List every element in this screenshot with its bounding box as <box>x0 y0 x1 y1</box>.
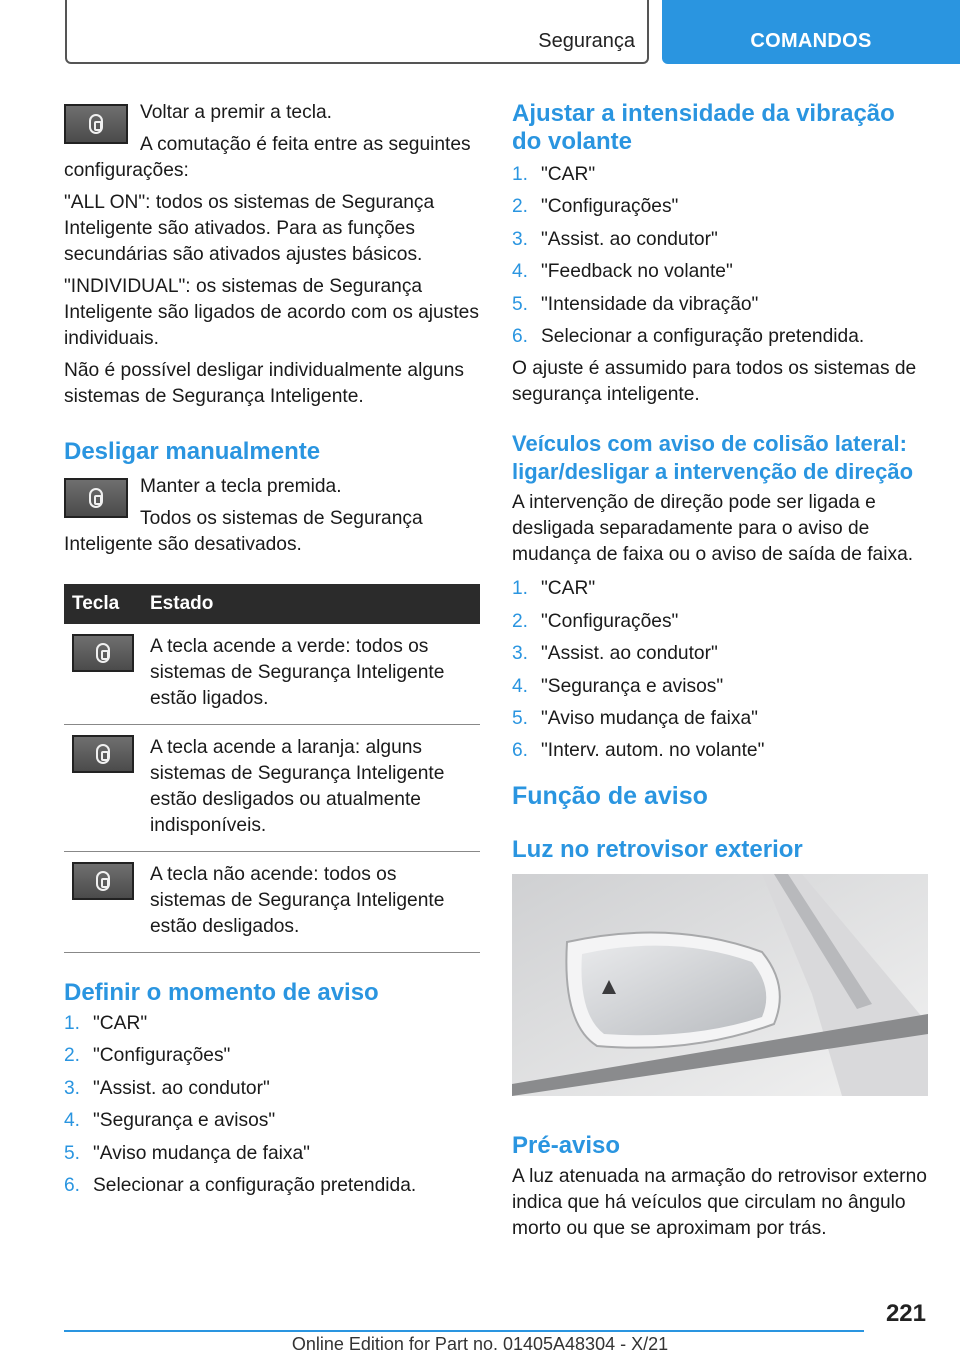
vibration-note: O ajuste é assumido para todos os sistemas de segurança inteligente. <box>512 358 917 406</box>
button-orange-icon <box>72 735 134 773</box>
button-state-table <box>64 584 480 953</box>
button-off-icon <box>72 862 134 900</box>
steps-vibration <box>512 162 928 350</box>
list-item: 3. "Assist. ao condutor" <box>512 228 718 250</box>
list-item: 6. "Interv. autom. no volante" <box>512 740 765 762</box>
intelligent-safety-button-icon <box>64 104 128 144</box>
list-item: 6. Selecionar a configuração pretendida. <box>512 325 865 347</box>
table-row <box>64 624 480 725</box>
heading-side-collision: Veículos com aviso de colisão lateral: ligar/desligar a intervenção de direção <box>512 431 914 485</box>
steps-side-collision <box>512 576 928 764</box>
heading-mirror-light: Luz no retrovisor exterior <box>512 836 803 864</box>
intelligent-safety-button-icon <box>64 478 128 518</box>
right-column <box>512 100 928 1248</box>
para-not-possible: Não é possível desligar individualmente alguns sistemas de Segurança Inteligente. <box>64 360 464 407</box>
list-item: 6. Selecionar a configuração pretendida. <box>64 1174 417 1196</box>
mirror-illustration <box>512 874 928 1096</box>
list-item: 1. "CAR" <box>64 1013 148 1034</box>
list-item: 4. "Segurança e avisos" <box>512 675 724 697</box>
table-header-key: Tecla <box>64 584 142 624</box>
side-collision-para: A intervenção de direção pode ser ligada e desligada separadamente para o aviso de mudança de faixa ou o aviso de saída de faixa. <box>512 492 914 566</box>
heading-vibration: Ajustar a intensidade da vibração do volante <box>512 100 895 155</box>
header-section-title: Segurança <box>538 30 635 52</box>
footer-edition-text: Online Edition for Part no. 01405A48304 - X/21 <box>291 1334 669 1354</box>
list-item: 5. "Aviso mudança de faixa" <box>512 707 758 729</box>
footer-edition <box>0 1334 960 1355</box>
pre-warning-para: A luz atenuada na armação do retrovisor externo indica que há veículos que circulam no ângulo morto ou que se aproximam por trás. <box>512 1166 927 1240</box>
table-cell-state: A tecla não acende: todos os sistemas de Segurança Inteligente estão desligados. <box>142 852 480 953</box>
intro-para: A comutação é feita entre as seguintes configurações: <box>64 134 471 181</box>
list-item: 5. "Aviso mudança de faixa" <box>64 1142 310 1164</box>
header-chapter-label: COMANDOS <box>750 30 872 52</box>
table-row <box>64 852 480 953</box>
list-item: 2. "Configurações" <box>512 610 679 632</box>
button-green-icon <box>72 634 134 672</box>
list-item: 1. "CAR" <box>512 164 596 185</box>
table-row <box>64 725 480 852</box>
table-cell-state: A tecla acende a laranja: alguns sistemas de Segurança Inteligente estão desligados ou atualmente indisponíveis. <box>142 725 480 852</box>
list-item: 3. "Assist. ao condutor" <box>64 1077 270 1099</box>
list-item: 4. "Feedback no volante" <box>512 261 733 283</box>
table-header-state: Estado <box>142 584 480 624</box>
list-item: 4. "Segurança e avisos" <box>64 1110 276 1132</box>
intro-button-text: Voltar a premir a tecla. <box>140 102 332 123</box>
heading-pre-warning: Pré-aviso <box>512 1132 621 1160</box>
para-individual: "INDIVIDUAL": os sistemas de Segurança Inteligente são ligados de acordo com os ajustes individuais. <box>64 276 479 349</box>
list-item: 2. "Configurações" <box>64 1045 231 1067</box>
list-item: 3. "Assist. ao condutor" <box>512 643 718 665</box>
page-number: 221 <box>885 1300 926 1327</box>
steps-warning-time <box>64 1011 480 1199</box>
heading-warning-time: Definir o momento de aviso <box>64 979 379 1006</box>
list-item: 5. "Intensidade da vibração" <box>512 293 759 315</box>
table-cell-state: A tecla acende a verde: todos os sistemas de Segurança Inteligente estão ligados. <box>142 624 480 725</box>
header-section-box <box>65 0 649 64</box>
manual-button-text: Manter a tecla premida. <box>140 476 342 497</box>
header-chapter-tab[interactable] <box>662 0 960 64</box>
list-item: 2. "Configurações" <box>512 196 679 218</box>
heading-warning-function: Função de aviso <box>512 782 708 811</box>
para-all-on: "ALL ON": todos os sistemas de Segurança Inteligente são ativados. Para as funções secundárias são ativados ajustes básicos. <box>64 192 435 265</box>
footer-rule <box>64 1330 864 1332</box>
heading-manual-off: Desligar manualmente <box>64 438 321 465</box>
manual-para: Todos os sistemas de Segurança Inteligente são desativados. <box>64 508 423 555</box>
left-column <box>64 100 480 1205</box>
list-item: 1. "CAR" <box>512 578 596 600</box>
